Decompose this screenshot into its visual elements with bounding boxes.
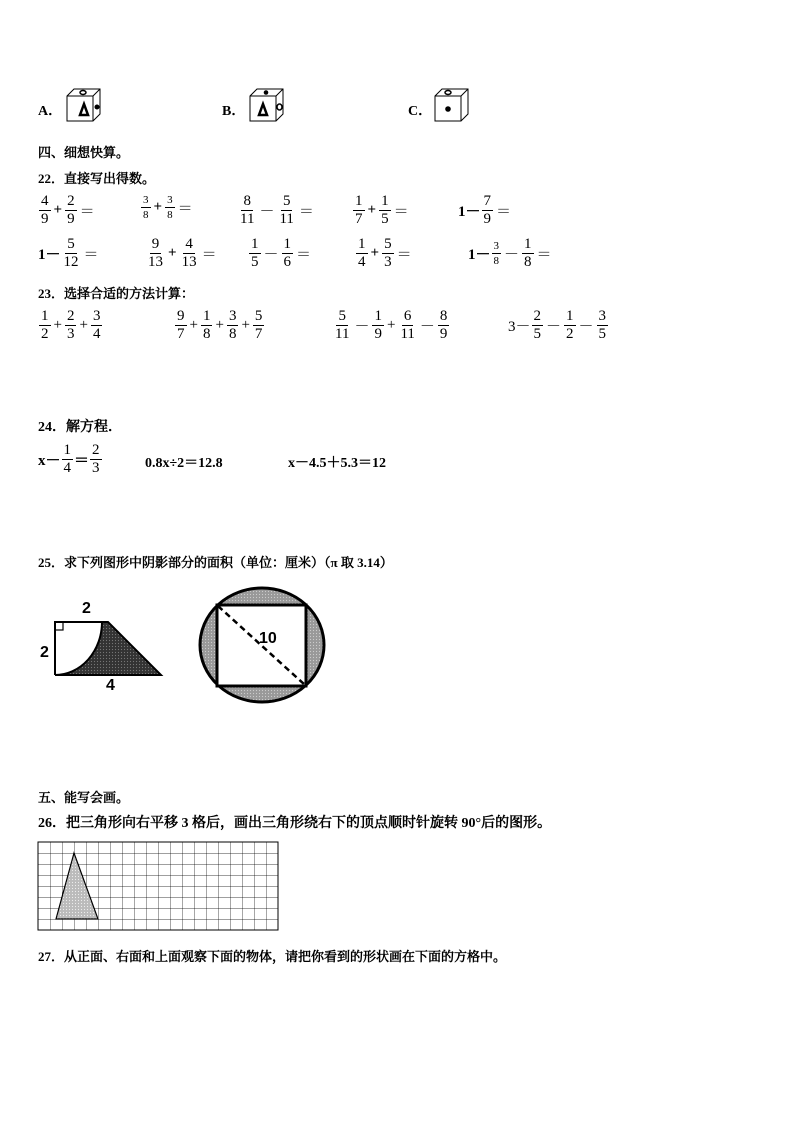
section4-title: 四、细想快算。	[38, 145, 130, 160]
option-b-label: B．	[222, 104, 246, 119]
q22-expr-3: $\frac{8}{11}$ － $\frac{5}{11}$ ＝	[240, 193, 314, 227]
q22-expr-4: $\frac{1}{7}$ + $\frac{1}{5}$ ＝	[355, 193, 409, 227]
q26-grid	[38, 842, 280, 932]
q25-fig1-bottom-label: 4	[106, 677, 115, 694]
option-a-label: A．	[38, 104, 63, 119]
q22-expr-1: $\frac{4}{9}$ + $\frac{2}{9}$ ＝	[41, 193, 95, 227]
q22-expr-8: $\frac{1}{5}$ － $\frac{1}{6}$ ＝	[251, 236, 312, 270]
q25-fig1-left-label: 2	[40, 644, 49, 661]
q23-expr-2: $\frac{9}{7}$ + $\frac{1}{8}$ + $\frac{3}{8}$ + $\frac{5}{7}$	[177, 308, 263, 342]
q22-expr-5: 1－ $\frac{7}{9}$ ＝	[458, 193, 512, 227]
section5-title: 五、能写会画。	[38, 790, 130, 805]
option-a-cube-icon	[66, 88, 102, 122]
q22-expr-10: 1－ $\frac{3}{8}$ － $\frac{1}{8}$ ＝	[468, 236, 552, 270]
q27-title: 27．从正面、右面和上面观察下面的物体，请把你看到的形状画在下面的方格中。	[38, 949, 507, 964]
q24-equation-2: 0.8x÷2＝12.8	[145, 456, 223, 471]
q24-equation-3: x－4.5＋5.3＝12	[288, 456, 386, 471]
option-c-cube-icon	[434, 88, 470, 122]
q25-fig1-top-label: 2	[82, 600, 91, 617]
q22-title: 22．直接写出得数。	[38, 171, 156, 186]
q24-title: 24．解方程．	[38, 420, 122, 435]
q23-expr-1: $\frac{1}{2}$ + $\frac{2}{3}$ + $\frac{3}{4}$	[41, 308, 101, 342]
q22-expr-6: 1－ $\frac{5}{12}$ ＝	[38, 236, 99, 270]
q24-equation-1: x－ $\frac{1}{4}$ ＝ $\frac{2}{3}$	[38, 442, 100, 476]
q22-expr-9: $\frac{1}{4}$ + $\frac{5}{3}$ ＝	[358, 236, 412, 270]
q22-expr-7: $\frac{9}{13}$ + $\frac{4}{13}$ ＝	[148, 236, 217, 270]
q22-expr-2: $\frac{3}{8}$ + $\frac{3}{8}$ ＝	[143, 194, 193, 221]
q25-title: 25．求下列图形中阴影部分的面积（单位：厘米）（π 取 3.14）	[38, 555, 393, 570]
q25-fig2-diagonal-label: 10	[259, 630, 277, 647]
q23-expr-4: 3－ $\frac{2}{5}$ － $\frac{1}{2}$ － $\frac{3}{5}$	[508, 308, 607, 342]
option-b-cube-icon	[249, 88, 285, 122]
q23-expr-3: $\frac{5}{11}$ － $\frac{1}{9}$ + $\frac{6}{11}$ － $\frac{8}{9}$	[335, 308, 448, 342]
option-c-label: C．	[408, 104, 433, 119]
q23-title: 23．选择合适的方法计算：	[38, 286, 195, 301]
q26-title: 26．把三角形向右平移 3 格后，画出三角形绕右下的顶点顺时针旋转 90°后的图形。	[38, 816, 552, 831]
